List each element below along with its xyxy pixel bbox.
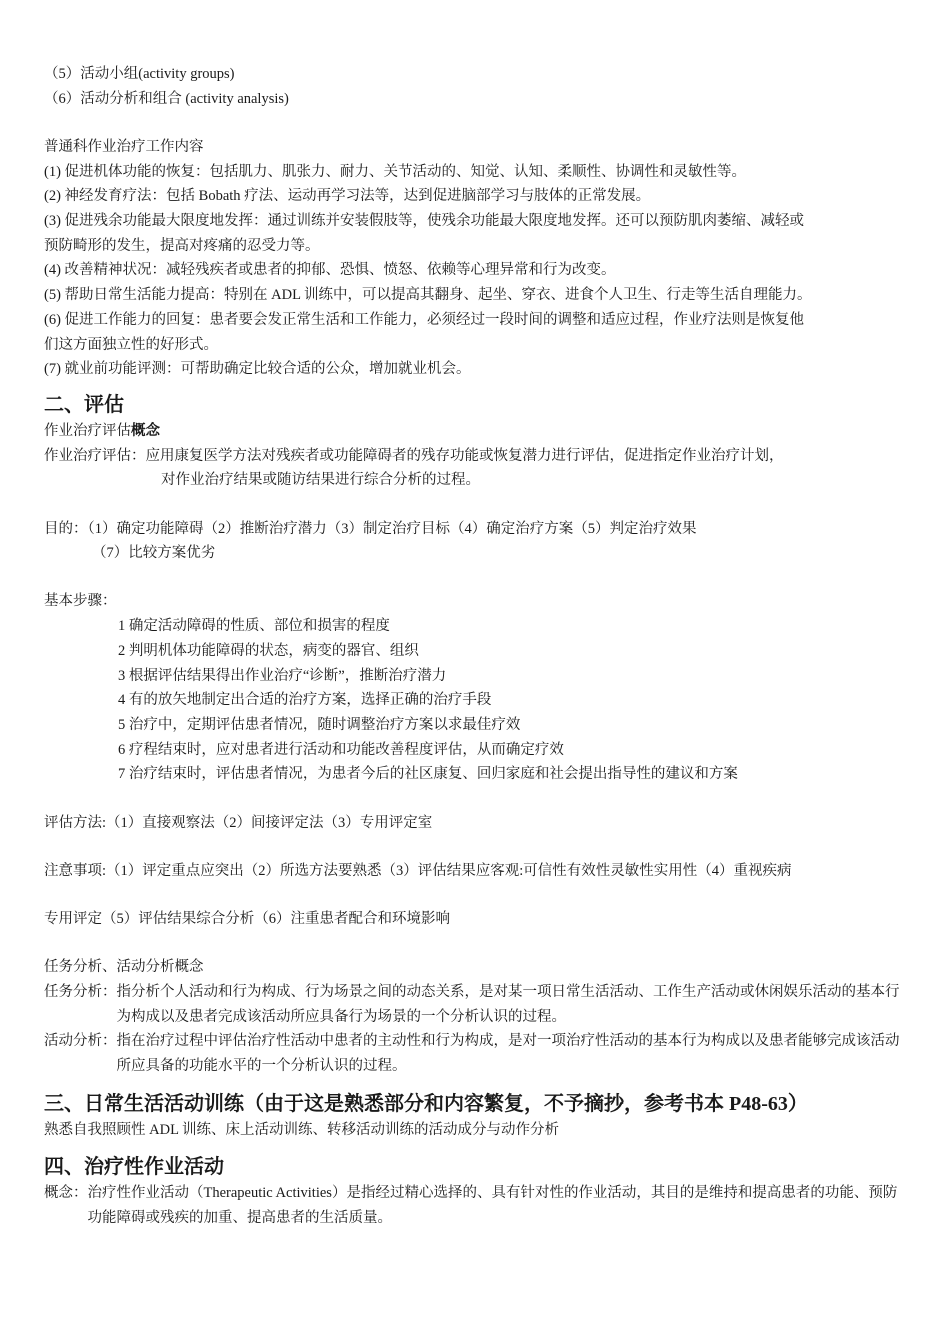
- document-page: [44, 62, 910, 1231]
- general-item: (2) 神经发育疗法：包括 Bobath 疗法、运动再学习法等，达到促进脑部学习与肢体的正常发展。: [44, 188, 651, 205]
- general-title: 普通科作业治疗工作内容: [44, 138, 204, 155]
- intro-item: （5）活动小组(activity groups): [44, 66, 235, 82]
- task-analysis-title: 任务分析、活动分析概念: [44, 959, 204, 976]
- task-analysis-definition: [44, 980, 910, 1029]
- general-item: (1) 促进机体功能的恢复：包括肌力、肌张力、耐力、关节活动的、知觉、认知、柔顺性、协调性和灵敏性等。: [44, 163, 747, 180]
- step-item: 4 有的放矢地制定出合适的治疗方案，选择正确的治疗手段: [118, 692, 492, 709]
- step-item: 1 确定活动障碍的性质、部位和损害的程度: [118, 618, 390, 635]
- goals: 目的：（1）确定功能障碍（2）推断治疗潜力（3）制定治疗目标（4）确定治疗方案（5）判定治疗效果: [44, 520, 697, 537]
- general-item: (4) 改善精神状况：减轻残疾者或患者的抑郁、恐惧、愤怒、依赖等心理异常和行为改变。: [44, 262, 616, 279]
- step-item: 5 治疗中，定期评估患者情况，随时调整治疗方案以求最佳疗效: [118, 716, 521, 733]
- step-item: 7 治疗结束时，评估患者情况，为患者今后的社区康复、回归家庭和社会提出指导性的建议和方案: [118, 766, 738, 783]
- activity-analysis-definition: [44, 1029, 910, 1078]
- concept-title: 作业治疗评估概念: [44, 422, 160, 439]
- intro-item: （6）活动分析和组合 (activity analysis): [44, 90, 289, 107]
- section-heading: 二、评估: [44, 393, 124, 416]
- task-analysis-text: 指分析个人活动和行为构成、行为场景之间的动态关系，是对某一项日常生活活动、工作生产活动或休闲娱乐活动的基本行为构成以及患者完成该活动所应具备行为场景的一个分析认识的过程。: [116, 983, 900, 1025]
- definition-continued: 对作业治疗结果或随访结果进行综合分析的过程。: [161, 472, 480, 489]
- general-item: (6) 促进工作能力的回复：患者要会发正常生活和工作能力，必须经过一段时间的调整和适应过程，作业疗法则是恢复他: [44, 311, 805, 328]
- evaluation-methods: 评估方法:（1）直接观察法（2）间接评定法（3）专用评定室: [44, 814, 433, 831]
- notes: 注意事项:（1）评定重点应突出（2）所选方法要熟悉（3）评估结果应客观:可信性有效性灵敏性实用性（4）重视疾病: [44, 862, 792, 879]
- task-analysis-term: 任务分析：: [44, 983, 117, 1000]
- general-item: 预防畸形的发生，提高对疼痛的忍受力等。: [44, 237, 320, 254]
- step-item: 3 根据评估结果得出作业治疗“诊断”，推断治疗潜力: [118, 667, 447, 684]
- definition-term: 作业治疗评估：: [44, 447, 146, 464]
- step-item: 6 疗程结束时，应对患者进行活动和功能改善程度评估，从而确定疗效: [118, 741, 564, 758]
- goals-continued: （7）比较方案优劣: [92, 545, 216, 562]
- general-item: (3) 促进残余功能最大限度地发挥：通过训练并安装假肢等，使残余功能最大限度地发挥。还可以预防肌肉萎缩、减轻或: [44, 213, 805, 230]
- general-item: 们这方面独立性的好形式。: [44, 336, 218, 353]
- general-item: (7) 就业前功能评测：可帮助确定比较合适的公众，增加就业机会。: [44, 361, 471, 378]
- definition-text: 应用康复医学方法对残疾者或功能障碍者的残存功能或恢复潜力进行评估，促进指定作业治疗计划，: [145, 447, 784, 464]
- therapeutic-term: 概念：: [44, 1185, 88, 1202]
- activity-analysis-text: 指在治疗过程中评估治疗性活动中患者的主动性和行为构成，是对一项治疗性活动的基本行为构成以及患者能够完成该活动所应具备的功能水平的一个分析认识的过程。: [116, 1033, 900, 1074]
- notes-continued: 专用评定（5）评估结果综合分析（6）注重患者配合和环境影响: [44, 910, 450, 927]
- step-item: 2 判明机体功能障碍的状态，病变的器官、组织: [118, 642, 419, 659]
- activity-analysis-term: 活动分析：: [44, 1033, 117, 1050]
- steps-title: 基本步骤：: [44, 593, 117, 610]
- therapeutic-definition: [44, 1181, 910, 1230]
- section3-text: 熟悉自我照顾性 ADL 训练、床上活动训练、转移活动训练的活动成分与动作分析: [44, 1121, 560, 1138]
- general-item: (5) 帮助日常生活能力提高：特别在 ADL 训练中，可以提高其翻身、起坐、穿衣、进食个人卫生、行走等生活自理能力。: [44, 287, 812, 304]
- section-heading: 三、日常生活活动训练（由于这是熟悉部分和内容繁复，不予摘抄，参考书本 P48-63）: [44, 1092, 808, 1115]
- section-heading: 四、治疗性作业活动: [44, 1156, 224, 1179]
- therapeutic-text: 治疗性作业活动（Therapeutic Activities）是指经过精心选择的、具有针对性的作业活动，其目的是维持和提高患者的功能、预防功能障碍或残疾的加重、提高患者的生活质量。: [87, 1185, 898, 1227]
- definition: [44, 444, 910, 469]
